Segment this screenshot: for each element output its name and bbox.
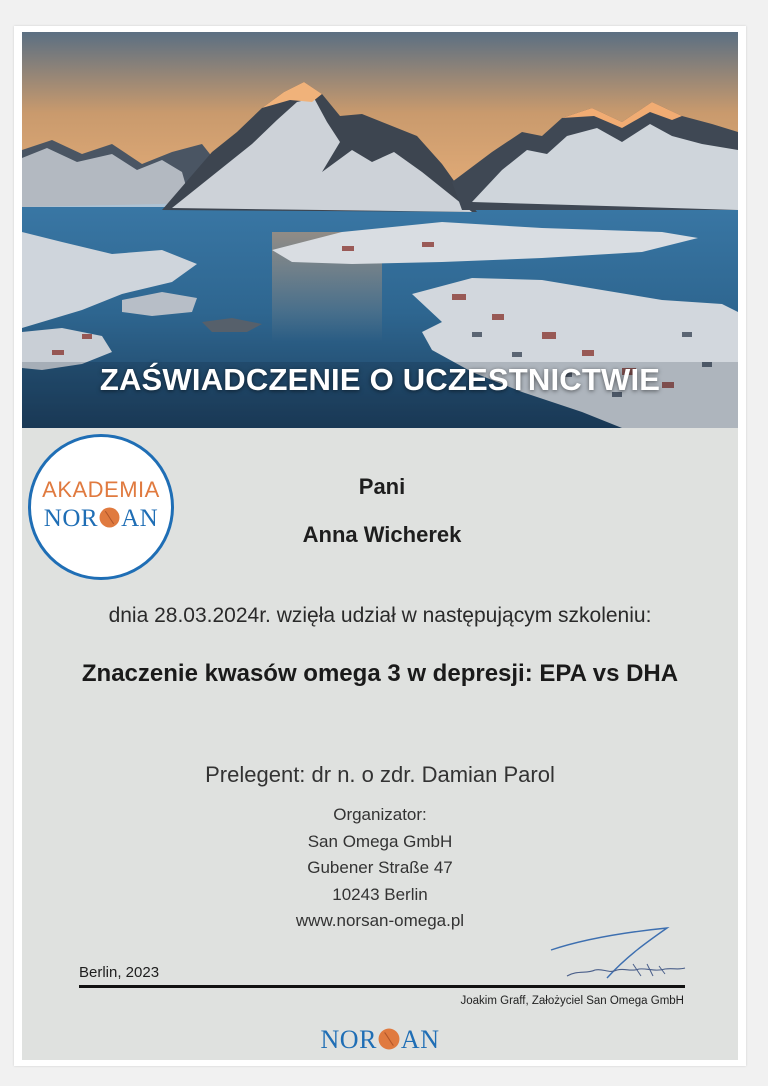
logo-akademia-text: AKADEMIA — [42, 477, 160, 502]
organizer-street: Gubener Straße 47 — [307, 858, 453, 877]
logo-norsan-left: NOR — [43, 505, 99, 532]
organizer-website: www.norsan-omega.pl — [295, 911, 465, 930]
footer-logo-right: AN — [400, 1025, 440, 1054]
footer-logo-left: NOR — [320, 1025, 377, 1054]
logo-norsan-right: AN — [121, 505, 159, 532]
speaker-line: Prelegent: dr n. o zdr. Damian Parol — [205, 762, 555, 787]
recipient-name: Anna Wicherek — [302, 522, 462, 547]
akademia-norsan-logo — [28, 434, 174, 580]
logo-norsan-text — [31, 505, 171, 533]
course-title: Znaczenie kwasów omega 3 w depresji: EPA vs DHA — [81, 660, 679, 687]
organizer-block — [280, 802, 480, 935]
signer-caption: Joakim Graff, Założyciel San Omega GmbH — [460, 995, 684, 1007]
participation-statement: dnia 28.03.2024r. wzięła udział w następującym szkoleniu: — [108, 604, 652, 627]
certificate-heading: ZAŚWIADCZENIE O UCZESTNICTWIE — [99, 362, 661, 397]
norsan-drop-icon — [378, 1028, 400, 1050]
norsan-drop-icon — [99, 507, 120, 528]
recipient-salutation: Pani — [358, 474, 406, 499]
organizer-label: Organizator: — [333, 805, 427, 824]
signature-rule — [79, 985, 685, 988]
organizer-city: 10243 Berlin — [332, 884, 428, 904]
landscape-banner — [22, 32, 738, 428]
certificate-card — [22, 32, 738, 1060]
place-and-date: Berlin, 2023 — [79, 964, 160, 981]
organizer-company: San Omega GmbH — [307, 831, 453, 851]
certificate-page — [14, 26, 746, 1066]
handwritten-signature — [547, 924, 697, 986]
norsan-footer-logo — [22, 1025, 738, 1055]
